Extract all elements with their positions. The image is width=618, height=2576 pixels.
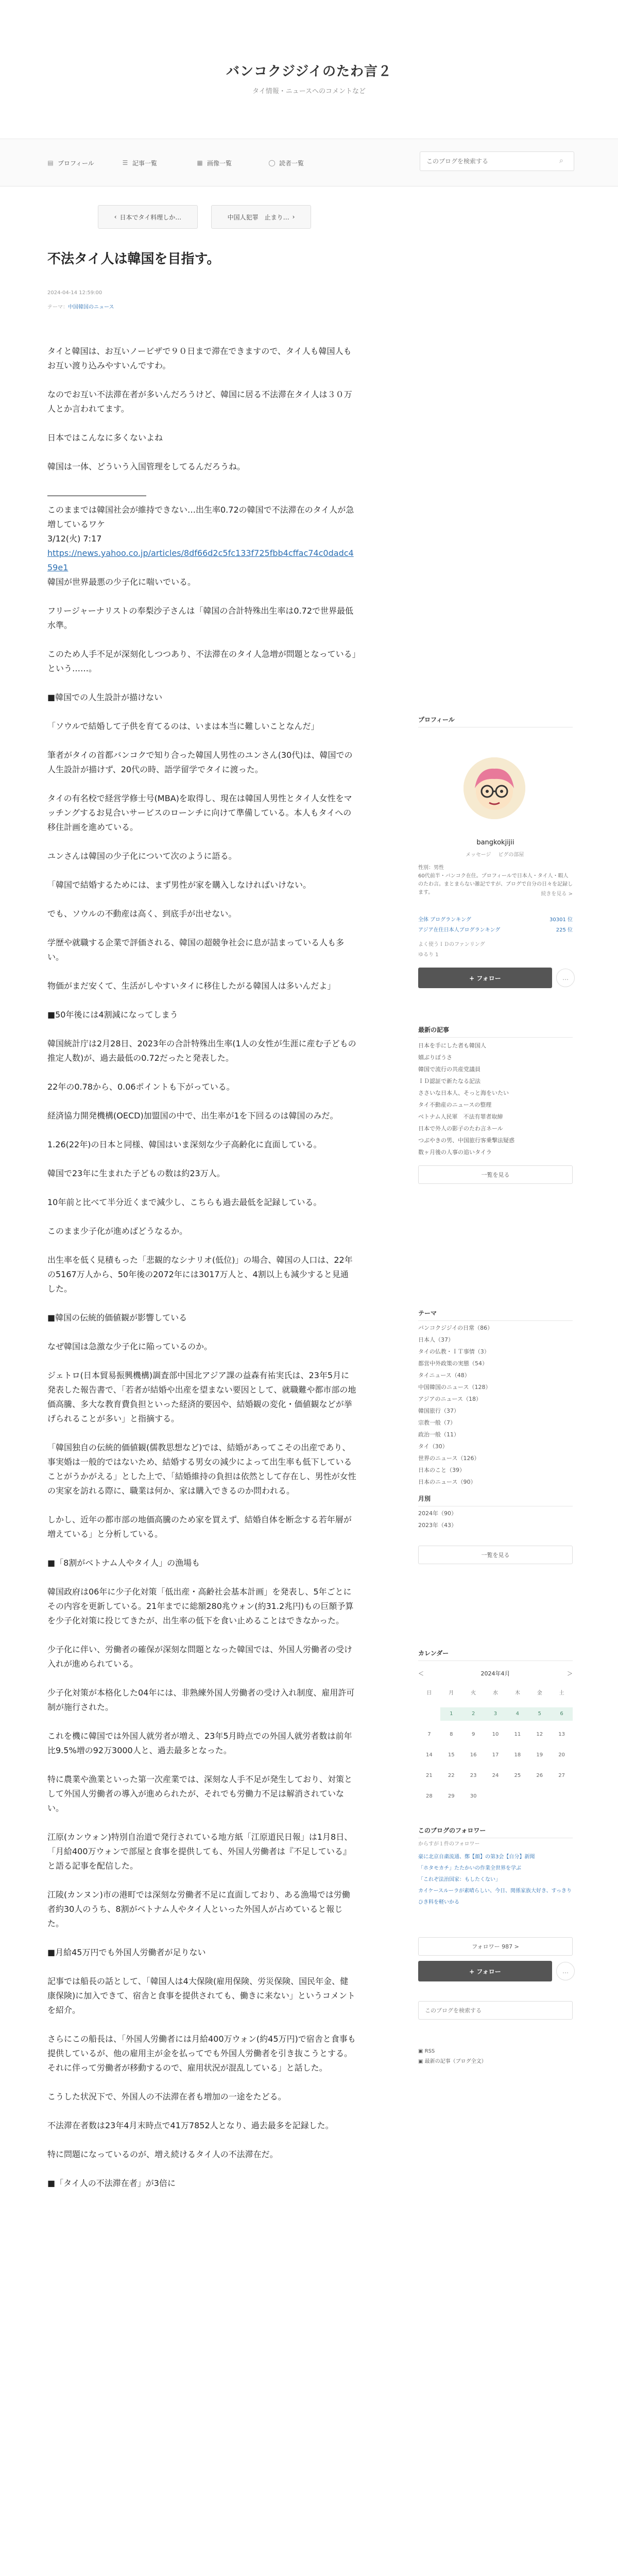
- calendar-weekday: 土: [559, 1690, 564, 1696]
- rss-links: [418, 2046, 573, 2067]
- calendar-day: [485, 1790, 507, 1803]
- theme-item[interactable]: 日本のこと（39）: [418, 1467, 465, 1473]
- calendar-day: 15: [448, 1752, 455, 1758]
- ranking-row[interactable]: アジア在住日本人ブログランキング 225 位: [418, 927, 573, 933]
- calendar-weekday: 火: [471, 1690, 476, 1696]
- follower-item[interactable]: 豪に北京自粛流通、鄭【顔】の第3会【自分】新聞: [418, 1854, 535, 1860]
- calendar-day: 10: [492, 1732, 499, 1737]
- calendar-month: 2024年4月: [480, 1670, 510, 1677]
- paragraph: 学歴や就職する企業で評価される、韓国の超競争社会に息が詰まっている人も多い。: [47, 938, 345, 962]
- theme-link[interactable]: 中国韓国のニュース: [68, 304, 114, 310]
- theme-item[interactable]: タイ（30）: [418, 1443, 448, 1450]
- paragraph: 韓国が世界最悪の少子化に喘いでいる。: [47, 577, 196, 587]
- followers-list: [418, 1852, 573, 1908]
- rss-icon: ▣: [418, 2048, 425, 2054]
- theme-item[interactable]: 日本人（37）: [418, 1336, 454, 1343]
- pig-room-link[interactable]: ピグの部屋: [498, 852, 524, 858]
- recent-item[interactable]: つぶやきの男、中国旅行客乗撃法疑惑: [418, 1137, 514, 1144]
- rss-link[interactable]: ▣ RSS: [418, 2048, 435, 2054]
- article-theme: テーマ：中国韓国のニュース: [47, 304, 114, 310]
- calendar-day: 8: [450, 1732, 453, 1737]
- recent-item[interactable]: 日本を手にした者も韓国人: [418, 1042, 486, 1049]
- section-heading: ■「8割がベトナム人やタイ人」の漁場も: [47, 1558, 200, 1568]
- recent-list: [418, 1040, 573, 1158]
- calendar-day[interactable]: 6: [551, 1707, 573, 1721]
- recent-item[interactable]: 嬉ぶりぼうさ: [418, 1054, 452, 1061]
- calendar-day: 21: [426, 1773, 433, 1778]
- paragraph: ジェトロ(日本貿易振興機構)調査部中国北アジア課の益森有祐実氏は、23年5月に発表した報告書で、「若者が結婚や出産を望まない要因として、就職難や都市部の地価高騰、多大な教育費負担といった経済的要因や、結婚観の変化・価値観などが挙げられることが多い」と指摘する。: [47, 1370, 356, 1423]
- paragraph: タイの有名校で経営学修士号(MBA)を取得し、現在は韓国人男性とタイ人女性をマッチングするお見合いサービスのローンチに向けて準備している。本人もタイへの移住計画を進めている。: [47, 793, 352, 832]
- paragraph: でも、ソウルの不動産は高く、到底手が出せない。: [47, 909, 237, 919]
- themes-title: テーマ: [418, 1309, 573, 1321]
- next-article-button[interactable]: 中国人犯罪 止まり… ›: [211, 205, 311, 229]
- grid-icon: ▦: [197, 159, 203, 166]
- calendar-day: [551, 1790, 573, 1803]
- theme-item[interactable]: アジアのニュース（18）: [418, 1396, 482, 1402]
- calendar-day: 14: [426, 1752, 433, 1758]
- calendar-day[interactable]: 4: [506, 1707, 528, 1721]
- paragraph: ―――――――――――― このままでは韓国社会が維持できない…出生率0.72の韓国で不法滞在のタイ人が急増しているワケ 3/12(火) 7:17: [47, 490, 354, 544]
- calendar-day[interactable]: 5: [528, 1707, 551, 1721]
- calendar-day[interactable]: 3: [485, 1707, 507, 1721]
- prev-article-button[interactable]: ‹ 日本でタイ料理しか…: [98, 205, 198, 229]
- theme-item[interactable]: 韓国旅行（37）: [418, 1408, 459, 1414]
- rss-entries-link[interactable]: ▣ 最新の記事（ブログ全文）: [418, 2059, 487, 2064]
- calendar-day: 29: [448, 1793, 455, 1799]
- calendar-day: 22: [448, 1773, 455, 1778]
- paragraph: 出生率を低く見積もった「悲観的なシナリオ(低位)」の場合、韓国の人口は、22年の5167万人から、50年後の2072年には3017万人と、4割以上も減少すると見通した。: [47, 1255, 353, 1294]
- article-date: 2024-04-14 12:59:00: [47, 290, 102, 296]
- calendar-day: 12: [536, 1732, 543, 1737]
- blog-description: タイ情報・ニュースへのコメントなど: [252, 88, 366, 95]
- paragraph: 特に問題になっているのが、増え続けるタイ人の不法滞在だ。: [47, 2149, 278, 2159]
- list-icon: ☰: [122, 159, 128, 166]
- paragraph: 韓国政府は06年に少子化対策「低出産・高齢社会基本計画」を発表し、5年ごとにその内容を更新している。21年までに総額280兆ウォン(約31.2兆円)もの巨額予算を少子化対策に投じてきたが、出生率の低下を食い止めることはできなかった。: [47, 1587, 354, 1625]
- paragraph: タイと韓国は、お互いノービザで９０日まで滞在できますので、タイ人も韓国人もお互い渡り込みやすいんですわ。: [47, 346, 352, 370]
- paragraph: 1.26(22年)の日本と同様、韓国はいま深刻な少子高齢化に直面している。: [47, 1140, 322, 1149]
- section-heading: ■韓国の伝統的価値観が影響している: [47, 1313, 187, 1323]
- calendar-weekday: 日: [426, 1690, 432, 1696]
- calendar-day: 13: [558, 1732, 565, 1737]
- calendar-day: 23: [470, 1773, 477, 1778]
- paragraph: このため人手不足が深刻化しつつあり、不法滞在のタイ人急増が問題となっている」という……。: [47, 649, 356, 673]
- follow-button[interactable]: + フォロー: [418, 968, 552, 988]
- paragraph: 江原(カンウォン)特別自治道で発行されている地方紙「江原道民日報」は1月8日、「月給400万ウォンで部屋と食事を提供しても、外国人労働者は『不足している』と語る記事を配信した。: [47, 1832, 353, 1871]
- paragraph: 「ソウルで結婚して子供を育てるのは、いまは本当に難しいことなんだ」: [47, 721, 319, 731]
- calendar-day: [528, 1790, 551, 1803]
- paragraph: なのでお互い不法滞在者が多いんだろうけど、韓国に居る不法滞在タイ人は３０万人とか言われてます。: [47, 389, 352, 414]
- theme-item[interactable]: 宗教一般（7）: [418, 1419, 456, 1426]
- follower-item[interactable]: カイケースルーラが素晴らしい、今日、関係家族大好き、すっきり: [418, 1888, 572, 1894]
- calendar-prev[interactable]: ＜: [418, 1670, 424, 1677]
- profile-name[interactable]: bangkokjijii: [476, 839, 514, 846]
- followers-title: このブログのフォロワー: [418, 1826, 573, 1838]
- followers-note: からすが１件のフォロワー: [418, 1841, 480, 1847]
- section-heading: ■「タイ人の不法滞在者」が3倍に: [47, 2178, 176, 2188]
- paragraph: 韓国で23年に生まれた子どもの数は約23万人。: [47, 1168, 225, 1178]
- calendar-day: [506, 1790, 528, 1803]
- calendar-title: カレンダー: [418, 1649, 573, 1661]
- recent-item[interactable]: ささいな日本人、そっと海をいたい: [418, 1090, 509, 1096]
- paragraph: 少子化に伴い、労働者の確保が深刻な問題となった韓国では、外国人労働者の受け入れが進められている。: [47, 1645, 353, 1669]
- paragraph: 江陵(カンヌン)市の港町では深刻な労働者不足に直面しており、ある漁場では労働者約30人のうち、8割がベトナム人やタイ人といった外国人が占めていると報じた。: [47, 1890, 350, 1928]
- blog-title[interactable]: バンコクジジイのたわ言２: [226, 64, 392, 79]
- theme-item[interactable]: タイの仏教・ＩＴ事情（3）: [418, 1348, 490, 1355]
- paragraph: こうした状況下で、外国人の不法滞在者も増加の一途をたどる。: [47, 2092, 286, 2102]
- search-input[interactable]: [420, 151, 574, 171]
- follow-count: ゆるり 1: [418, 952, 439, 958]
- paragraph: 経済協力開発機構(OECD)加盟国の中で、出生率が1を下回るのは韓国のみだ。: [47, 1111, 338, 1121]
- paragraph: 日本ではこんなに多くないよね: [47, 433, 163, 443]
- recent-item[interactable]: 数ヶ月後の人事の追いタイラ: [418, 1149, 492, 1156]
- article-title[interactable]: 不法タイ人は韓国を目指す。: [47, 251, 220, 267]
- archive-list: [418, 1507, 573, 1531]
- paragraph: フリージャーナリストの奉梨沙子さんは「韓国の合計特殊出生率は0.72で世界最低水準。: [47, 606, 354, 630]
- recent-item[interactable]: 日本で外人の影子のたわ言ネール: [418, 1125, 503, 1132]
- calendar-grid: [418, 1687, 573, 1803]
- paragraph: なぜ韓国は急激な少子化に陥っているのか。: [47, 1342, 213, 1351]
- more-options-icon[interactable]: …: [556, 1962, 575, 1980]
- theme-item[interactable]: 日本のニュース（90）: [418, 1479, 476, 1485]
- paragraph: 韓国は一体、どういう入国管理をしてるんだろうね。: [47, 462, 246, 471]
- nav-readers[interactable]: ◯ 読者一覧: [268, 159, 304, 167]
- nav-profile[interactable]: ▤ プロフィール: [46, 157, 94, 169]
- paragraph: さらにこの船長は、「外国人労働者には月給400万ウォン(約45万円)で宿舎と食事も提供しているが、他の雇用主が金を払ってでも外国人労働者を引き抜こうとする。 それに伴って労働者が移動するので、雇用状況が混乱している」と話した。: [47, 2034, 356, 2073]
- article-body: [47, 344, 356, 2205]
- avatar[interactable]: [464, 757, 525, 819]
- follow-button[interactable]: + フォロー: [418, 1961, 552, 1981]
- followers-count-button[interactable]: フォロワー 987 >: [418, 1937, 573, 1956]
- paragraph: 10年前と比べて半分近くまで減少し、こちらも過去最低を記録している。: [47, 1197, 322, 1207]
- search-icon[interactable]: ⌕: [559, 157, 563, 165]
- calendar-day: 11: [514, 1732, 521, 1737]
- calendar-next[interactable]: ＞: [567, 1670, 573, 1677]
- paragraph: 記事では船長の話として、「韓国人は4大保険(雇用保険、労災保険、国民年金、健康保険)に加入できて、宿舎と食事を提供されても、働きに来ない」というコメントを紹介。: [47, 1976, 355, 2015]
- recent-item[interactable]: タイ不動産のニュースの整理: [418, 1101, 492, 1108]
- nav-articles[interactable]: ☰ 記事一覧: [121, 157, 157, 169]
- calendar: [418, 1669, 573, 1803]
- paragraph: 少子化対策が本格化した04年には、非熟練外国人労働者の受け入れ制度、雇用許可制が施行された。: [47, 1688, 355, 1712]
- calendar-day: 9: [471, 1732, 475, 1737]
- paragraph: 22年の0.78から、0.06ポイントも下がっている。: [47, 1082, 235, 1092]
- calendar-day[interactable]: 1: [440, 1707, 462, 1721]
- rss-icon: ▣: [418, 2059, 425, 2064]
- paragraph: しかし、近年の都市部の地価高騰のため家を買えず、結婚自体を断念する若年層が増えている」と分析している。: [47, 1515, 352, 1539]
- calendar-weekday: 月: [449, 1690, 454, 1696]
- sidebar-search-input[interactable]: [418, 2001, 573, 2020]
- themes-list: [418, 1322, 573, 1488]
- archive-title: 月別: [418, 1494, 573, 1506]
- recent-more-button[interactable]: 一覧を見る: [418, 1165, 573, 1184]
- calendar-day: 16: [470, 1752, 477, 1758]
- section-heading: ■50年後には4割減になってしまう: [47, 1010, 178, 1020]
- paragraph: このまま少子化が進めばどうなるか。: [47, 1226, 188, 1236]
- section-heading: ■韓国での人生設計が描けない: [47, 692, 163, 702]
- recent-item[interactable]: 韓国で流行の共産党議員: [418, 1066, 480, 1073]
- blog-header: [0, 0, 618, 139]
- profile-links: [418, 850, 573, 858]
- fanring-label: よく使うＩＤのファンリング: [418, 942, 485, 947]
- theme-item[interactable]: タイニュース（48）: [418, 1372, 470, 1379]
- calendar-weekday: 金: [537, 1690, 542, 1696]
- calendar-day: 7: [427, 1732, 431, 1737]
- calendar-weekday: 木: [514, 1690, 520, 1696]
- paragraph: 物価がまだ安くて、生活がしやすいタイに移住したがる韓国人は多いんだよ」: [47, 981, 336, 991]
- document-icon: ▤: [47, 159, 54, 166]
- source-link[interactable]: https://news.yahoo.co.jp/articles/8df66d2c5fc133f725fbb4cffac74c0dadc459e1: [47, 548, 354, 572]
- profile-description: 性別：男性 60代前半・バンコク在住。プロフィールで日本人・タイ人・暇人のたわ言。まとまらない雑記ですが、ブログで自分の日々を記録します。: [418, 865, 573, 895]
- calendar-day: 27: [558, 1773, 565, 1778]
- theme-item[interactable]: 政治一般（11）: [418, 1431, 459, 1438]
- calendar-day: 30: [470, 1793, 477, 1799]
- calendar-day: 25: [514, 1773, 521, 1778]
- theme-item[interactable]: 中国韓国のニュース（128）: [418, 1384, 491, 1391]
- theme-item[interactable]: 世界のニュース（126）: [418, 1455, 480, 1462]
- chevron-left-icon: ‹: [114, 213, 117, 221]
- paragraph: これを機に韓国では外国人就労者が増え、23年5月時点での外国人就労者数は前年比9.5%増の92万3000人と、過去最多となった。: [47, 1731, 352, 1755]
- calendar-day: 17: [492, 1752, 499, 1758]
- calendar-day: 19: [536, 1752, 543, 1758]
- calendar-day: 28: [426, 1793, 433, 1799]
- calendar-day: [418, 1707, 440, 1721]
- more-options-icon[interactable]: …: [556, 969, 575, 987]
- follower-item[interactable]: 「ホタモカチ」たたかいの作業全世界を学ぶ: [418, 1866, 521, 1871]
- calendar-day: 18: [514, 1752, 521, 1758]
- chevron-right-icon: ›: [292, 213, 295, 221]
- avatar-illustration: [464, 757, 525, 819]
- follower-item[interactable]: ひき料を軽いかる: [418, 1900, 459, 1905]
- recent-item[interactable]: ＩＤ認証で新たなる記法: [418, 1078, 480, 1084]
- calendar-day[interactable]: 2: [462, 1707, 485, 1721]
- theme-item[interactable]: バンコクジジイの日常（86）: [418, 1325, 493, 1331]
- archive-item[interactable]: 2024年（90）: [418, 1510, 457, 1517]
- paragraph: ユンさんは韓国の少子化について次のように語る。: [47, 851, 237, 861]
- archive-item[interactable]: 2023年（43）: [418, 1522, 457, 1529]
- message-link[interactable]: メッセージ: [466, 852, 491, 858]
- archive-more-button[interactable]: 一覧を見る: [418, 1546, 573, 1564]
- bubble-icon: ◯: [268, 159, 276, 166]
- paragraph: 特に農業や漁業といった第一次産業では、深刻な人手不足が発生しており、対策として外国人労働者の導入が進められたが、それでも労働力不足は解消されていない。: [47, 1774, 353, 1813]
- calendar-weekday: 水: [492, 1690, 498, 1696]
- paragraph: 不法滞在者数は23年4月末時点で41万7852人となり、過去最多を記録した。: [47, 2121, 334, 2130]
- profile-more-link[interactable]: 続きを見る >: [541, 891, 573, 897]
- ranking-row[interactable]: 全体 ブログランキング 30301 位: [418, 917, 573, 923]
- follower-item[interactable]: 「これぞ法治国家：もしたくない」: [418, 1877, 501, 1883]
- calendar-day: 26: [536, 1773, 543, 1778]
- recent-title: 最新の記事: [418, 1025, 573, 1038]
- profile-section-title: プロフィール: [418, 715, 573, 727]
- paragraph: 筆者がタイの首都バンコクで知り合った韓国人男性のユンさん(30代)は、韓国での人生設計が描けず、20代の時、語学留学でタイに渡った。: [47, 750, 353, 774]
- section-heading: ■月給45万円でも外国人労働者が足りない: [47, 1947, 206, 1957]
- recent-item[interactable]: ベトナム人民軍 不法有罪者取締: [418, 1113, 503, 1120]
- calendar-day: 24: [492, 1773, 499, 1778]
- paragraph: 韓国統計庁は2月28日、2023年の合計特殊出生率(1人の女性が生涯に産む子どもの推定人数)が、過去最低の0.72だったと発表した。: [47, 1039, 356, 1063]
- theme-item[interactable]: 都営中外政策の実態（54）: [418, 1360, 488, 1367]
- paragraph: 「韓国で結婚するためには、まず男性が家を購入しなければいけない。: [47, 880, 312, 890]
- nav-images[interactable]: ▦ 画像一覧: [196, 157, 232, 169]
- paragraph: 「韓国独自の伝統的価値観(儒教思想など)では、結婚があってこその出産であり、事実婚は一般的ではないため、結婚する男女の減少によって出生率も低下していることがうかがえる」とした上で、「結婚維持の負担は依然として存在し、男性が女性の実家を訪れる際に、職業は何か、家は購入できるのか問われる。: [47, 1443, 356, 1496]
- calendar-day: 20: [558, 1752, 565, 1758]
